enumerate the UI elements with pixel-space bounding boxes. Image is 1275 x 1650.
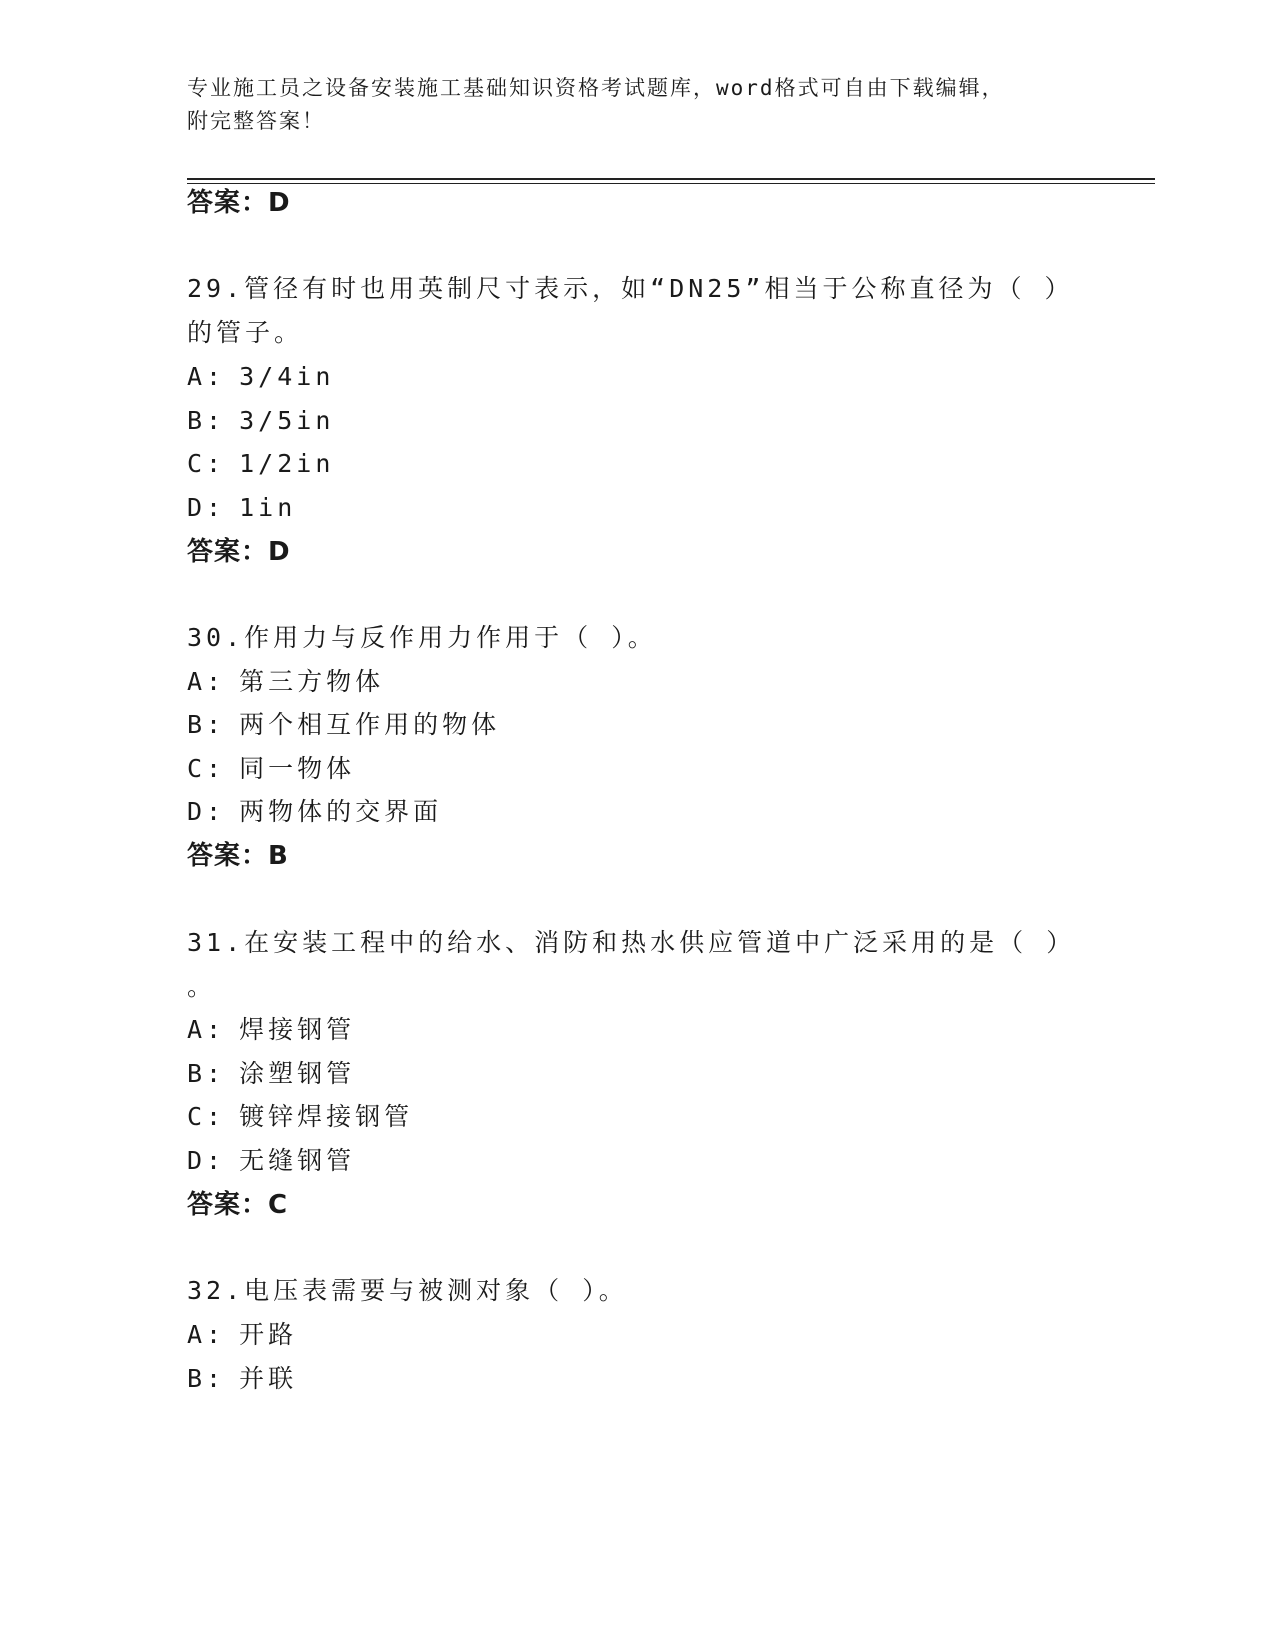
option-b bbox=[187, 1057, 355, 1091]
option-letter: B: bbox=[187, 710, 226, 739]
answer-line bbox=[187, 839, 289, 873]
option-a bbox=[187, 360, 334, 394]
question-stem: 30.作用力与反作用力作用于（ ）。 bbox=[187, 623, 657, 652]
option-text: 镀锌焊接钢管 bbox=[239, 1102, 414, 1131]
option-letter: B: bbox=[187, 1364, 226, 1393]
option-letter: A: bbox=[187, 1015, 226, 1044]
option-letter: D: bbox=[187, 797, 226, 826]
answer-value: B bbox=[268, 841, 289, 871]
answer-line bbox=[187, 186, 291, 220]
option-c bbox=[187, 1100, 413, 1134]
answer-label: 答案： bbox=[187, 537, 269, 567]
question-stem-continued: 的管子。 bbox=[187, 318, 304, 347]
question-stem-continued: 。 bbox=[187, 972, 217, 1001]
header-divider bbox=[187, 178, 1155, 180]
option-d bbox=[187, 795, 442, 829]
option-letter: C: bbox=[187, 449, 226, 478]
option-c bbox=[187, 447, 334, 481]
option-a bbox=[187, 1318, 297, 1352]
question-stem: 32.电压表需要与被测对象（ ）。 bbox=[187, 1276, 628, 1305]
answer-value: D bbox=[268, 188, 291, 218]
option-letter: A: bbox=[187, 1320, 226, 1349]
option-text: 3/4in bbox=[239, 362, 335, 391]
option-text: 焊接钢管 bbox=[239, 1015, 356, 1044]
option-letter: B: bbox=[187, 406, 226, 435]
question-stem: 29.管径有时也用英制尺寸表示，如“DN25”相当于公称直径为（ ） bbox=[187, 274, 1074, 303]
option-text: 同一物体 bbox=[239, 754, 356, 783]
option-text: 两物体的交界面 bbox=[239, 797, 443, 826]
option-b bbox=[187, 404, 334, 438]
header-line-2: 附完整答案！ bbox=[187, 109, 325, 133]
option-b bbox=[187, 1362, 297, 1396]
answer-label: 答案： bbox=[187, 1190, 269, 1220]
answer-line bbox=[187, 1188, 288, 1222]
option-d bbox=[187, 491, 296, 525]
option-text: 1/2in bbox=[239, 449, 335, 478]
option-letter: B: bbox=[187, 1059, 226, 1088]
option-letter: D: bbox=[187, 493, 226, 522]
option-a bbox=[187, 1013, 355, 1047]
option-letter: A: bbox=[187, 667, 226, 696]
option-text: 第三方物体 bbox=[239, 667, 385, 696]
option-letter: C: bbox=[187, 1102, 226, 1131]
option-letter: C: bbox=[187, 754, 226, 783]
option-text: 1in bbox=[239, 493, 297, 522]
option-letter: A: bbox=[187, 362, 226, 391]
option-text: 并联 bbox=[239, 1364, 298, 1393]
option-b bbox=[187, 708, 500, 742]
answer-line bbox=[187, 535, 291, 569]
option-letter: D: bbox=[187, 1146, 226, 1175]
option-text: 开路 bbox=[239, 1320, 298, 1349]
answer-label: 答案： bbox=[187, 841, 269, 871]
answer-value: C bbox=[268, 1190, 289, 1220]
header-line-1: 专业施工员之设备安装施工基础知识资格考试题库，word格式可自由下载编辑， bbox=[187, 76, 1005, 100]
option-text: 两个相互作用的物体 bbox=[239, 710, 501, 739]
header-divider-thin bbox=[187, 183, 1155, 184]
question-stem: 31.在安装工程中的给水、消防和热水供应管道中广泛采用的是（ ） bbox=[187, 928, 1076, 957]
answer-value: D bbox=[268, 537, 291, 567]
option-text: 涂塑钢管 bbox=[239, 1059, 356, 1088]
option-c bbox=[187, 752, 355, 786]
document-header bbox=[187, 72, 1087, 138]
option-a bbox=[187, 665, 384, 699]
option-text: 3/5in bbox=[239, 406, 335, 435]
answer-label: 答案： bbox=[187, 188, 269, 218]
option-d bbox=[187, 1144, 355, 1178]
option-text: 无缝钢管 bbox=[239, 1146, 356, 1175]
